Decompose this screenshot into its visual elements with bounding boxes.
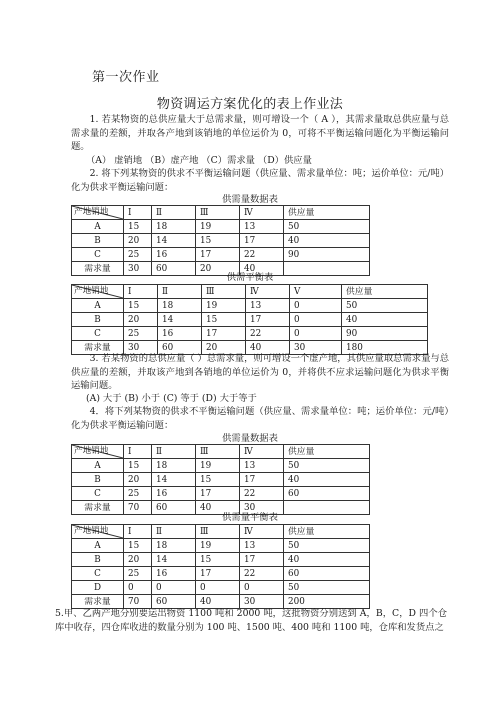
table-cell: 0	[290, 313, 342, 327]
table-cell: 17	[196, 248, 240, 262]
table-cell: 25	[124, 248, 152, 262]
table-cell: 60	[284, 567, 370, 581]
table-cell: 18	[152, 539, 196, 553]
row-label: B	[72, 313, 124, 327]
q4-table1-caption: 供需量数据表	[222, 433, 278, 444]
table-cell: 40	[240, 262, 284, 276]
column-header: Ⅱ	[152, 445, 196, 459]
table-cell: 20	[124, 313, 158, 327]
column-header: 供应量	[342, 285, 428, 299]
table-cell: 16	[152, 567, 196, 581]
table-cell: 30	[124, 262, 152, 276]
document-title: 物资调运方案优化的表上作业法	[156, 97, 344, 112]
table-cell: 20	[202, 341, 246, 355]
table-cell: 15	[124, 459, 152, 473]
table-cell: 70	[124, 595, 152, 609]
table-cell: 25	[124, 487, 152, 501]
table-row	[72, 313, 428, 327]
table-cell: 19	[196, 459, 240, 473]
table-cell: 30	[290, 341, 342, 355]
column-header: 供应量	[284, 445, 370, 459]
table-cell: 70	[124, 501, 152, 515]
q2-supply-demand-table	[71, 205, 370, 276]
corner-label: 产地销地	[74, 446, 109, 456]
table-cell: 50	[284, 581, 370, 595]
table-cell: 0	[290, 327, 342, 341]
table-cell: 13	[246, 299, 290, 313]
table-cell: 16	[152, 487, 196, 501]
column-header: Ⅰ	[124, 525, 152, 539]
column-header: Ⅰ	[124, 445, 152, 459]
table-cell: 22	[240, 567, 284, 581]
row-label: 需求量	[72, 595, 124, 609]
table-cell: 15	[124, 299, 158, 313]
table-cell: 18	[158, 299, 202, 313]
q4-table2-caption: 供需量平衡表	[222, 512, 278, 523]
column-header: Ⅰ	[124, 285, 158, 299]
table-cell: 14	[152, 234, 196, 248]
table-row	[72, 473, 370, 487]
question-1-options: （A） 虚销地 （B）虚产地 （C）需求量 （D）供应量	[86, 155, 312, 166]
row-label: C	[72, 487, 124, 501]
table-cell: 14	[152, 473, 196, 487]
table-cell: 60	[152, 595, 196, 609]
table-cell: 22	[240, 487, 284, 501]
table-cell: 15	[202, 313, 246, 327]
table-cell: 0	[196, 581, 240, 595]
table-cell: 60	[152, 501, 196, 515]
table-cell: 40	[284, 473, 370, 487]
row-label: 需求量	[72, 262, 124, 276]
table-cell: 50	[284, 539, 370, 553]
corner-header-cell	[72, 525, 124, 539]
table-header-row	[72, 525, 370, 539]
table-cell: 16	[158, 327, 202, 341]
table-cell: 17	[240, 473, 284, 487]
table-cell: 50	[284, 220, 370, 234]
table-cell: 13	[240, 459, 284, 473]
table-cell: 50	[342, 299, 428, 313]
table-row	[72, 553, 370, 567]
column-header: Ⅳ	[240, 445, 284, 459]
row-label: A	[72, 459, 124, 473]
corner-header-cell	[72, 206, 124, 220]
table-header-row	[72, 445, 370, 459]
q2-table1-caption: 供需量数据表	[222, 194, 278, 205]
table-cell: 30	[240, 595, 284, 609]
table-row	[72, 220, 370, 234]
table-cell: 16	[152, 248, 196, 262]
table-cell: 17	[196, 567, 240, 581]
corner-header-cell	[72, 445, 124, 459]
row-label: B	[72, 473, 124, 487]
table-cell: 15	[124, 220, 152, 234]
table-cell: 15	[196, 553, 240, 567]
table-cell: 15	[196, 473, 240, 487]
table-cell: 19	[202, 299, 246, 313]
table-cell: 90	[342, 327, 428, 341]
row-label: B	[72, 553, 124, 567]
row-label: A	[72, 539, 124, 553]
table-cell: 13	[240, 220, 284, 234]
column-header: Ⅱ	[152, 206, 196, 220]
assignment-heading: 第一次作业	[92, 70, 160, 85]
table-cell: 40	[196, 501, 240, 515]
question-3-text: 3. 若某物资的总供应量（ ）总需求量，则可增设一个虚产地，其供应量取总需求量与总供应量的差额，并取该产地到各销地的单位运价为 0，并将供不应求运输问题化为供求平衡运输问题。	[71, 353, 449, 391]
table-cell: 60	[284, 487, 370, 501]
row-label: 需求量	[72, 501, 124, 515]
column-header: 供应量	[284, 206, 370, 220]
q2-balance-table	[71, 284, 428, 355]
column-header: Ⅲ	[196, 525, 240, 539]
row-label: A	[72, 220, 124, 234]
table-cell: 17	[240, 234, 284, 248]
row-label: A	[72, 299, 124, 313]
table-row	[72, 234, 370, 248]
table-row	[72, 299, 428, 313]
table-header-row	[72, 206, 370, 220]
column-header: Ⅲ	[196, 445, 240, 459]
column-header: Ⅱ	[158, 285, 202, 299]
table-cell: 22	[246, 327, 290, 341]
table-cell: 40	[246, 341, 290, 355]
column-header: Ⅳ	[246, 285, 290, 299]
table-cell: 19	[196, 220, 240, 234]
table-cell: 60	[158, 341, 202, 355]
table-row	[72, 487, 370, 501]
table-cell: 25	[124, 327, 158, 341]
row-label: C	[72, 567, 124, 581]
table-cell: 20	[124, 473, 152, 487]
table-cell: 20	[124, 553, 152, 567]
table-row	[72, 581, 370, 595]
table-cell: 14	[158, 313, 202, 327]
table-cell: 17	[246, 313, 290, 327]
corner-label: 产地销地	[74, 207, 109, 217]
table-row	[72, 459, 370, 473]
table-cell: 19	[196, 539, 240, 553]
table-cell: 20	[196, 262, 240, 276]
table-cell: 17	[240, 553, 284, 567]
column-header: Ⅳ	[240, 525, 284, 539]
table-cell: 14	[152, 553, 196, 567]
table-cell: 0	[152, 581, 196, 595]
table-cell: 60	[152, 262, 196, 276]
table-cell: 40	[196, 595, 240, 609]
table-cell: 0	[290, 299, 342, 313]
column-header: Ⅴ	[290, 285, 342, 299]
column-header: Ⅲ	[196, 206, 240, 220]
table-cell: 50	[284, 459, 370, 473]
question-4-text: 4．将下列某物资的供求不平衡运输问题（供应量、需求量单位：吨；运价单位：元/吨）化为供求平衡运输问题：	[71, 406, 449, 431]
question-1-text: 1. 若某物资的总供应量大于总需求量，则可增设一个（ A ），其需求量取总供应量与总需求量的差额，并取各产地到该销地的单位运价为 0，可将不平衡运输问题化为平衡运输问题。	[71, 114, 449, 152]
column-header: Ⅲ	[202, 285, 246, 299]
corner-header-cell	[72, 285, 124, 299]
table-cell: 22	[240, 248, 284, 262]
column-header: Ⅰ	[124, 206, 152, 220]
table-cell: 0	[124, 581, 152, 595]
corner-label: 产地销地	[74, 526, 109, 536]
table-cell: 40	[284, 234, 370, 248]
row-label: B	[72, 234, 124, 248]
corner-label: 产地销地	[74, 286, 109, 296]
column-header: Ⅱ	[152, 525, 196, 539]
table-cell: 15	[196, 234, 240, 248]
row-label: D	[72, 581, 124, 595]
table-cell: 200	[284, 595, 370, 609]
column-header: Ⅳ	[240, 206, 284, 220]
table-cell: 90	[284, 248, 370, 262]
table-cell: 25	[124, 567, 152, 581]
row-label: C	[72, 327, 124, 341]
table-cell: 40	[342, 313, 428, 327]
row-label: 需求量	[72, 341, 124, 355]
table-row	[72, 327, 428, 341]
table-cell: 20	[124, 234, 152, 248]
table-cell: 180	[342, 341, 428, 355]
table-cell: 30	[240, 501, 284, 515]
table-cell: 17	[196, 487, 240, 501]
table-row	[72, 567, 370, 581]
table-cell: 18	[152, 459, 196, 473]
table-row	[72, 248, 370, 262]
column-header: 供应量	[284, 525, 370, 539]
table-cell: 0	[240, 581, 284, 595]
question-2-text: 2. 将下列某物资的供求不平衡运输问题（供应量、需求量单位：吨；运价单位：元/吨）化为供求平衡运输问题：	[71, 168, 449, 193]
question-5-text: 5.甲、乙两产地分别要运出物资 1100 吨和 2000 吨，这批物资分别送到 A，B，C，D 四个仓库中收存，四仓库收进的数量分别为 100 吨、1500 吨、400 吨和 1100 吨，仓库和发货点之	[55, 608, 447, 633]
table-cell: 30	[124, 341, 158, 355]
table-cell: 13	[240, 539, 284, 553]
question-3-options: (A) 大于 (B) 小于 (C) 等于 (D) 大于等于	[86, 393, 257, 404]
q4-supply-demand-table	[71, 444, 370, 515]
table-cell: 15	[124, 539, 152, 553]
table-cell: 17	[202, 327, 246, 341]
table-cell: 40	[284, 553, 370, 567]
table-header-row	[72, 285, 428, 299]
row-label: C	[72, 248, 124, 262]
table-cell: 18	[152, 220, 196, 234]
table-row	[72, 539, 370, 553]
q4-balance-table	[71, 524, 370, 609]
q2-table2-caption: 供需平衡表	[226, 272, 274, 283]
